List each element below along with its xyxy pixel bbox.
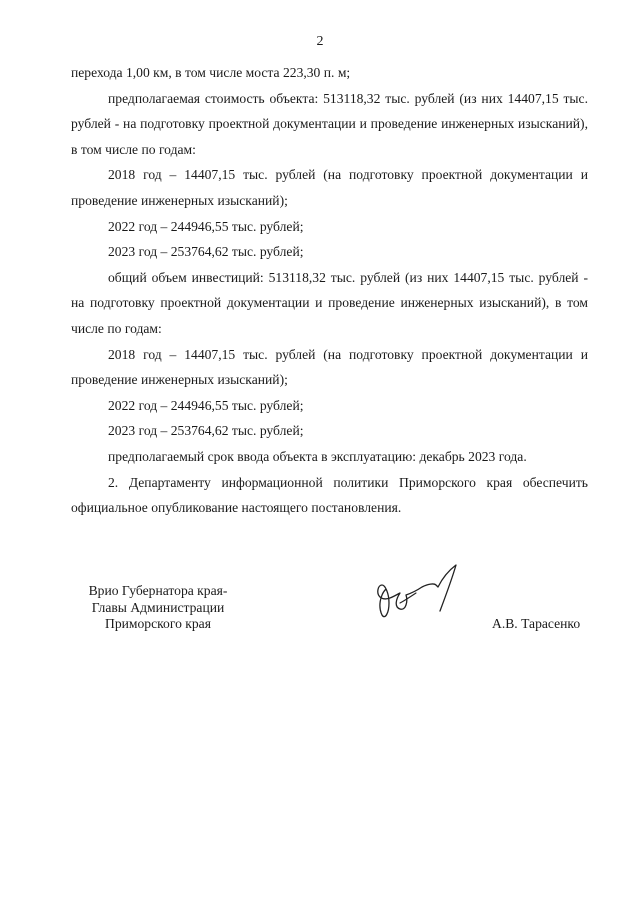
paragraph: 2018 год – 14407,15 тыс. рублей (на подготовку проектной документации и проведение инженерных изысканий); <box>71 346 588 388</box>
signer-position-line: Приморского края <box>105 616 211 631</box>
paragraph: 2. Департаменту информационной политики Приморского края обеспечить официальное опубликование настоящего постановления. <box>71 474 588 516</box>
page-number: 2 <box>316 34 324 49</box>
paragraph: предполагаемый срок ввода объекта в эксплуатацию: декабрь 2023 года. <box>108 448 527 464</box>
signer-position-line: Врио Губернатора края- <box>88 583 228 598</box>
paragraph: общий объем инвестиций: 513118,32 тыс. рублей (из них 14407,15 тыс. рублей - на подготовку проектной документации и проведение инженерных изысканий), в том числе по годам: <box>71 269 588 336</box>
signer-position-line: Главы Администрации <box>91 599 225 615</box>
paragraph: 2022 год – 244946,55 тыс. рублей; <box>108 397 304 413</box>
handwritten-signature <box>372 563 462 625</box>
paragraph: 2023 год – 253764,62 тыс. рублей; <box>108 423 304 439</box>
signer-name: А.В. Тарасенко <box>492 616 581 631</box>
paragraph: перехода 1,00 км, в том числе моста 223,30 п. м; <box>71 65 351 80</box>
document-body <box>71 60 588 521</box>
paragraph: предполагаемая стоимость объекта: 513118,32 тыс. рублей (из них 14407,15 тыс. рублей - на подготовку проектной документации и проведение инженерных изысканий), в том числе по годам: <box>71 90 588 157</box>
signer-position <box>78 583 238 633</box>
paragraph: 2022 год – 244946,55 тыс. рублей; <box>108 218 304 234</box>
paragraph: 2018 год – 14407,15 тыс. рублей (на подготовку проектной документации и проведение инженерных изысканий); <box>71 167 588 208</box>
paragraph: 2023 год – 253764,62 тыс. рублей; <box>108 244 304 260</box>
